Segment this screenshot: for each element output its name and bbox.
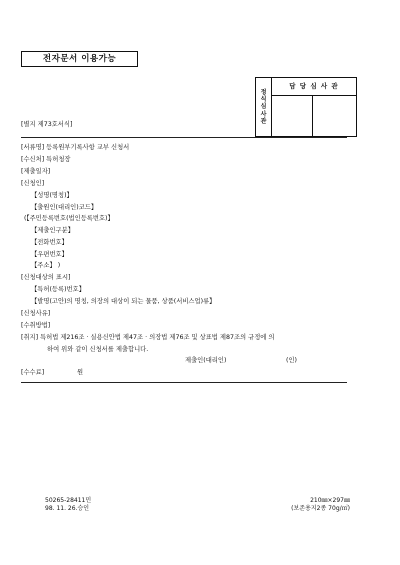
examiner-label-char: 식 xyxy=(260,96,267,104)
stamp-cell xyxy=(313,96,356,136)
form-id: [별지 제73호서식] xyxy=(21,121,73,128)
divider xyxy=(21,382,347,383)
fee-unit: 원 xyxy=(77,369,84,376)
examiner-label-char: 정 xyxy=(260,88,267,96)
examiner-header: 담 당 심 사 관 xyxy=(272,78,356,96)
field-invention-title: 【발명(고안)의 명칭, 의장의 대상이 되는 물품, 상품(서비스업)류】 xyxy=(31,298,216,305)
seal-mark: (인) xyxy=(286,357,297,364)
field-reason: [신청사유] xyxy=(21,310,51,317)
footer-paper-type: (보존용지2종 70g/㎡) xyxy=(291,505,350,512)
field-submitter-type: 【제출인구분】 xyxy=(31,227,75,234)
examiner-label-char: 관 xyxy=(260,117,267,125)
examiner-label-char: 사 xyxy=(260,110,267,118)
field-applicant: [신청인] xyxy=(21,180,45,187)
field-applicant-code: 【출원인(대리인)코드】 xyxy=(31,204,98,211)
field-name: 【성명(명칭)】 xyxy=(31,192,73,199)
footer-approval-date: 98. 11. 26.승인 xyxy=(45,505,90,512)
fee-label: [수수료] xyxy=(21,369,45,376)
field-receipt-method: [수취방법] xyxy=(21,322,51,329)
document-title: [서류명] 등록원부기록사항 교부 신청서 xyxy=(21,144,130,151)
examiner-stamp-box xyxy=(255,77,357,137)
stamp-cell xyxy=(272,96,313,136)
electronic-document-badge: 전자문서 이용가능 xyxy=(21,51,138,67)
footer-form-code: 50265-28411민 xyxy=(45,497,92,504)
field-patent-number: 【특허(등록)번호】 xyxy=(31,286,86,293)
examiner-vertical-label xyxy=(256,78,272,136)
examiner-label-char: 심 xyxy=(260,103,267,111)
purpose-line: 하여 위와 같이 신청서를 제출합니다. xyxy=(47,346,149,353)
field-phone: 【전화번호】 xyxy=(31,239,68,246)
field-target: [신청대상의 표시] xyxy=(21,274,71,281)
field-postal-code: 【우편번호】 xyxy=(31,251,68,258)
field-address: 【주소】 ) xyxy=(31,262,61,269)
footer-paper-size: 210㎜×297㎜ xyxy=(310,497,350,504)
field-recipient: [수신처] 특허청장 xyxy=(21,156,71,163)
field-submission-date: [제출일자] xyxy=(21,168,51,175)
divider xyxy=(21,137,347,138)
field-registration-number: (【주민등록번호(법인등록번호)】 xyxy=(24,215,114,222)
purpose-line: [취지] 특허법 제216조 · 실용신안법 제47조 · 의장법 제76조 및 상표법 제87조의 규정에 의 xyxy=(21,334,275,341)
submitter-label: 제출인(대리인) xyxy=(185,357,227,364)
